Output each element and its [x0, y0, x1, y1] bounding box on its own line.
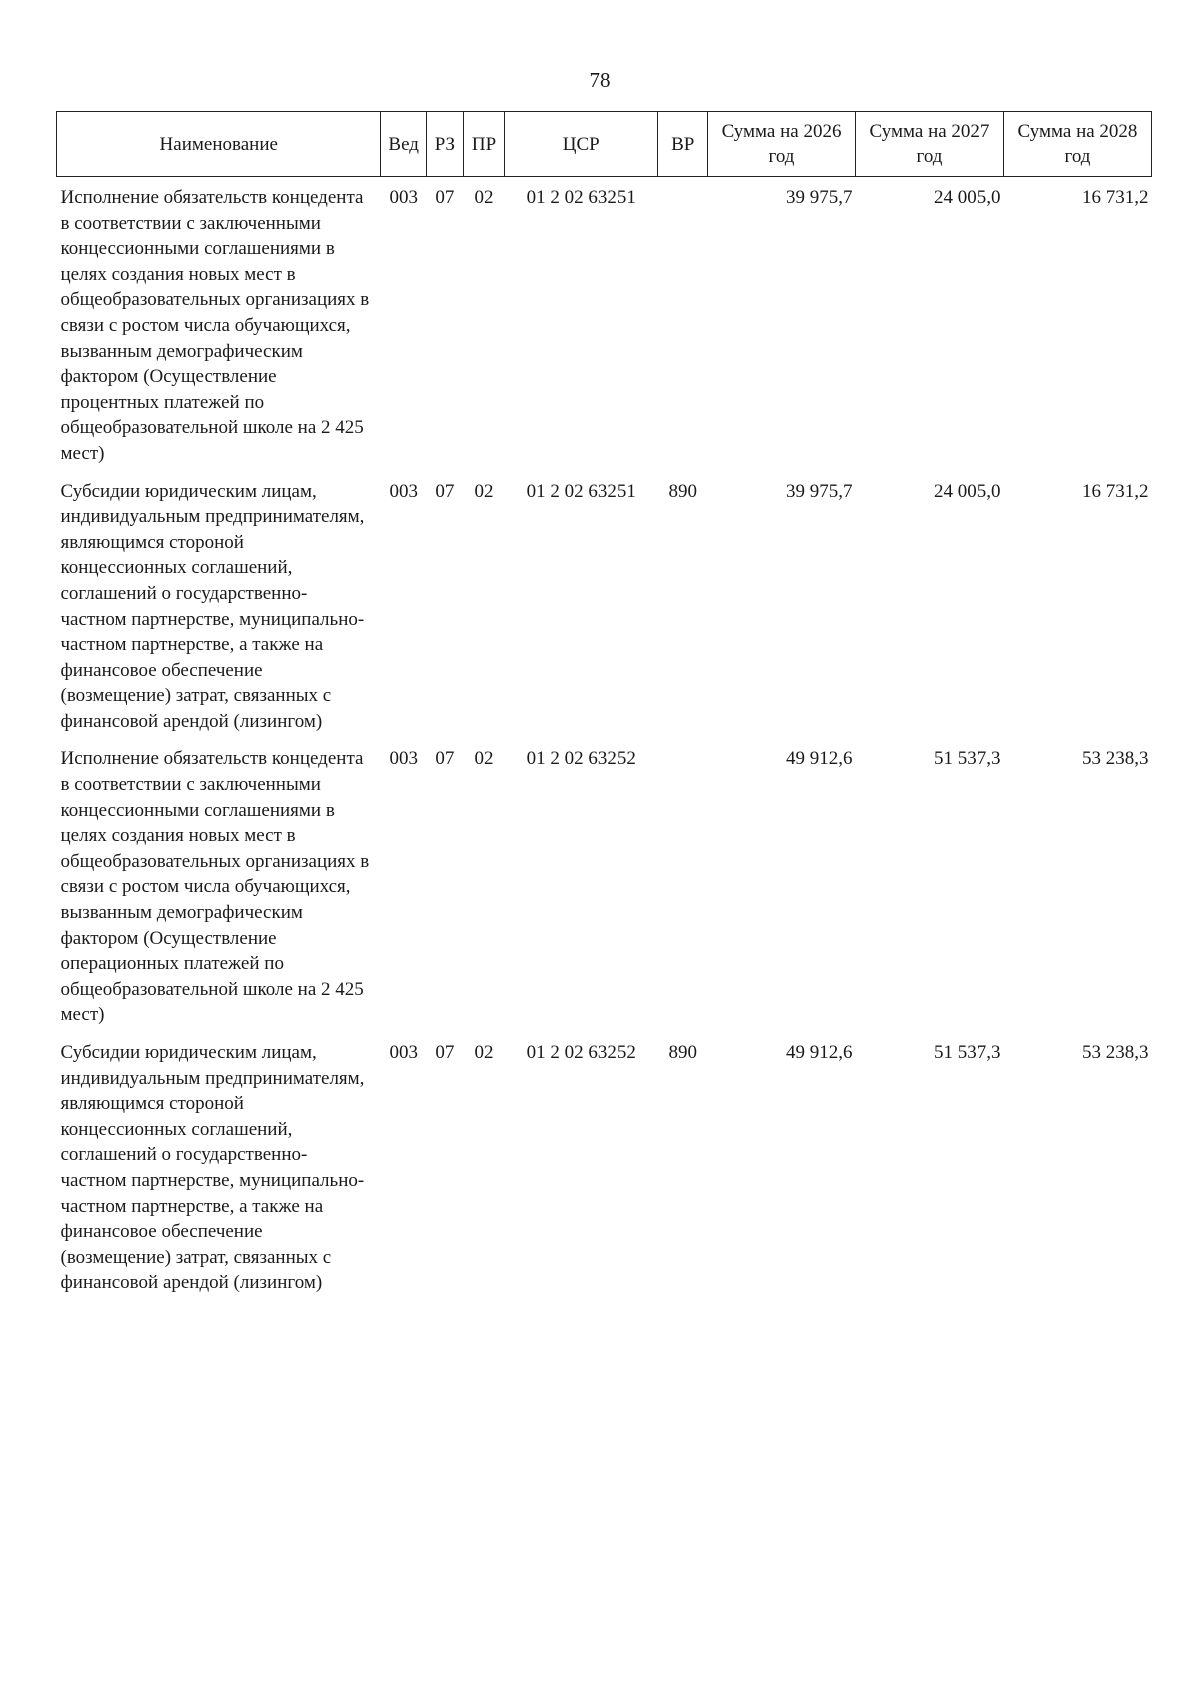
row-ved: 003 — [389, 748, 418, 770]
header-ved: Вед — [381, 112, 426, 177]
budget-table — [56, 111, 1152, 1300]
header-rz: РЗ — [426, 112, 463, 177]
table-row — [57, 738, 1152, 1032]
row-vr — [658, 177, 708, 471]
table-row — [57, 177, 1152, 471]
row-sum-2026: 39 975,7 — [786, 187, 853, 208]
table-row — [57, 471, 1152, 739]
row-pr: 02 — [474, 187, 494, 208]
row-sum-2027: 51 537,3 — [933, 748, 1001, 770]
row-ved: 003 — [389, 480, 418, 502]
row-sum-2027: 24 005,0 — [933, 187, 1001, 208]
row-csr: 01 2 02 63252 — [526, 1042, 636, 1063]
row-sum-2028: 53 238,3 — [1082, 748, 1149, 770]
row-rz: 07 — [435, 748, 455, 770]
header-sum-2026: Сумма на 2026 год — [708, 112, 856, 177]
row-pr: 02 — [474, 1042, 494, 1063]
page-number: 78 — [589, 68, 611, 92]
header-csr: ЦСР — [505, 112, 658, 177]
row-sum-2026: 49 912,6 — [786, 1042, 853, 1063]
table-row — [57, 1032, 1152, 1300]
row-sum-2027: 24 005,0 — [933, 480, 1001, 502]
row-sum-2026: 49 912,6 — [786, 748, 853, 770]
row-csr: 01 2 02 63251 — [526, 187, 636, 208]
header-name: Наименование — [57, 112, 381, 177]
row-rz: 07 — [435, 480, 455, 502]
row-vr — [658, 738, 708, 1032]
row-name: Исполнение обязательств концедента в соответствии с заключенными концессионными соглашениями в целях создания новых мест в общеобразовательных организациях в связи с ростом числа обучающихся, вызванным демографическим фактором (Осуществление операционных платежей по общеобразовательной школе на 2 425 мест) — [60, 748, 370, 1026]
row-sum-2028: 16 731,2 — [1082, 480, 1149, 502]
row-rz: 07 — [435, 1042, 455, 1063]
row-csr: 01 2 02 63252 — [526, 748, 636, 770]
header-pr: ПР — [463, 112, 504, 177]
row-name: Субсидии юридическим лицам, индивидуальным предпринимателям, являющимся стороной концессионных соглашений, соглашений о государственно-частном партнерстве, муниципально-частном партнерстве, а также на финансовое обеспечение (возмещение) затрат, связанных с финансовой арендой (лизингом) — [60, 480, 365, 732]
row-sum-2026: 39 975,7 — [786, 480, 853, 502]
header-sum-2027: Сумма на 2027 год — [856, 112, 1004, 177]
row-name: Исполнение обязательств концедента в соответствии с заключенными концессионными соглашениями в целях создания новых мест в общеобразовательных организациях в связи с ростом числа обучающихся, вызванным демографическим фактором (Осуществление процентных платежей по общеобразовательной школе на 2 425 мест) — [60, 187, 370, 464]
row-vr: 890 — [668, 480, 697, 502]
row-csr: 01 2 02 63251 — [526, 480, 636, 502]
row-sum-2028: 16 731,2 — [1082, 187, 1149, 208]
row-sum-2027: 51 537,3 — [933, 1042, 1001, 1063]
row-rz: 07 — [435, 187, 455, 208]
row-ved: 003 — [389, 187, 418, 208]
row-pr: 02 — [474, 480, 494, 502]
header-row — [57, 112, 1152, 177]
header-vr: ВР — [658, 112, 708, 177]
row-vr: 890 — [668, 1042, 697, 1063]
row-ved: 003 — [389, 1042, 418, 1063]
header-sum-2028: Сумма на 2028 год — [1003, 112, 1151, 177]
row-sum-2028: 53 238,3 — [1082, 1042, 1149, 1063]
row-name: Субсидии юридическим лицам, индивидуальным предпринимателям, являющимся стороной концессионных соглашений, соглашений о государственно-частном партнерстве, муниципально-частном партнерстве, а также на финансовое обеспечение (возмещение) затрат, связанных с финансовой арендой (лизингом) — [60, 1042, 365, 1294]
row-pr: 02 — [474, 748, 494, 770]
